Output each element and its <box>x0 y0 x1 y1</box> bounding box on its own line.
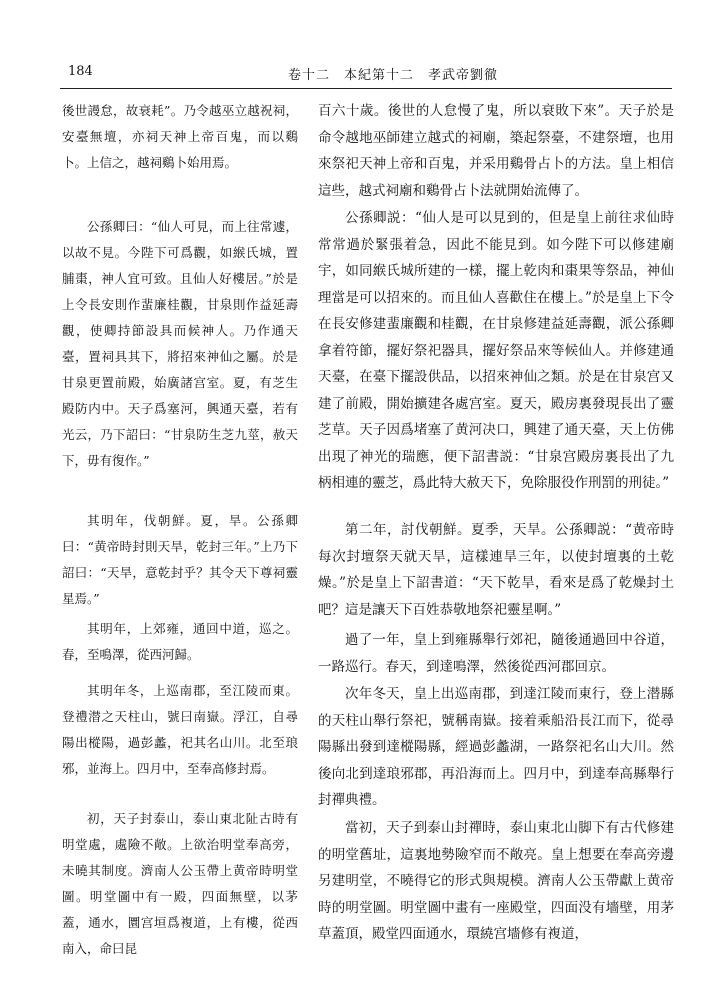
translation-paragraph <box>318 205 674 497</box>
translation-paragraph <box>318 815 674 948</box>
paragraph-text: 公孫卿曰：“仙人可見，而上往常遽，以故不見。今陛下可爲觀，如緱氏城，置脯棗，神人宜可致。且仙人好樓居。”於是上令長安則作蜚廉桂觀，甘泉則作益延壽觀，使卿持節設具而候神人。乃作通天臺，置祠具其下，將招來神仙之屬。於是甘泉更置前殿，始廣諸宫室。夏，有芝生殿防内中。天子爲塞河，興通天臺，若有光云，乃下詔曰：“甘泉防生芝九莖，赦天下，毋有復作。” <box>62 219 298 468</box>
running-head: 卷十二 本紀第十二 孝武帝劉徹 <box>288 68 499 83</box>
translation-paragraph <box>318 517 674 623</box>
paragraph-text: 公孫卿説：“仙人是可以見到的，但是皇上前往求仙時常常過於緊張着急，因此不能見到。如今陛下可以修建廟宇，如同緱氏城所建的一樣，擺上乾肉和棗果等祭品，神仙理當是可以招來的。而且仙人喜歡住在樓上。”於是皇上下令在長安修建蜚廉觀和桂觀，在甘泉修建益延壽觀，派公孫卿拿着符節，擺好祭祀器具，擺好祭品來等候仙人。并修建通天臺，在臺下擺設供品，以招來神仙之類。於是在甘泉宫又建了前殿，開始擴建各處宫室。夏天，殿房裏發現長出了靈芝草。天子因爲堵塞了黄河决口，興建了通天臺，天上仿佛出現了神光的瑞應，便下詔書説：“甘泉宫殿房裏長出了九柄相連的靈芝，爲此特大赦天下，免除服役作刑罰的刑徒。” <box>318 210 674 491</box>
original-paragraph <box>62 214 298 474</box>
original-paragraph <box>62 508 298 612</box>
original-paragraph <box>62 678 298 782</box>
paragraph-text: 次年冬天，皇上出巡南郡，到達江陵而東行，登上潜縣的天柱山舉行祭祀，號稱南嶽。接着乘船沿長江而下，從尋陽縣出發到達樅陽縣，經過彭蠡湖，一路祭祀名山大川。然後向北到達琅邪郡，再沿海而上。四月中，到達奉高縣舉行封禪典禮。 <box>318 686 674 808</box>
original-paragraph <box>62 806 298 962</box>
paragraph-text: 後世謾怠，故衰耗”。乃令越巫立越祝祠，安臺無壇，亦祠天神上帝百鬼，而以鷄卜。上信之，越祠鷄卜始用焉。 <box>62 103 298 170</box>
translation-paragraph <box>318 627 674 680</box>
paragraph-text: 當初，天子到泰山封禪時，泰山東北山脚下有古代修建的明堂舊址，這裏地勢險窄而不敞亮。皇上想要在奉高旁邊另建明堂，不曉得它的形式與規模。濟南人公玉帶獻上黄帝時的明堂圖。明堂圖中畫有一座殿堂，四面没有墻壁，用茅草蓋頂，殿堂四面通水，環繞宫墻修有複道， <box>318 820 674 942</box>
original-paragraph <box>62 616 298 668</box>
paragraph-text: 初，天子封泰山，泰山東北阯古時有明堂處，處險不敞。上欲治明堂奉高旁，未曉其制度。濟南人公玉帶上黄帝時明堂圖。明堂圖中有一殿，四面無壁，以茅蓋，通水，圜宫垣爲複道，上有樓，從西南入，命曰昆 <box>62 811 298 956</box>
header-rule <box>60 88 672 89</box>
paragraph-text: 過了一年，皇上到雍縣舉行郊祀，隨後通過回中谷道，一路巡行。春天，到達鳴澤，然後從西河郡回京。 <box>318 632 674 675</box>
page-number: 184 <box>68 64 93 79</box>
original-text-column <box>62 98 298 988</box>
paragraph-text: 百六十歲。後世的人怠慢了鬼，所以衰敗下來”。天子於是命令越地巫師建立越式的祠廟，築起祭臺，不建祭壇，也用來祭祀天神上帝和百鬼，并采用鷄骨占卜的方法。皇上相信這些，越式祠廟和鷄骨占卜法就開始流傳了。 <box>318 103 674 199</box>
paragraph-text: 其明年冬，上巡南郡，至江陵而東。登禮潜之天柱山，號曰南嶽。浮江，自尋陽出樅陽，過彭蠡，祀其名山川。北至琅邪，並海上。四月中，至奉高修封焉。 <box>62 683 298 776</box>
translation-column <box>318 98 674 988</box>
paragraph-text: 其明年，伐朝鮮。夏，旱。公孫卿曰：“黄帝時封則天旱，乾封三年。”上乃下詔曰：“天旱，意乾封乎？其令天下尊祠靈星焉。” <box>62 513 298 606</box>
paragraph-text: 第二年，討伐朝鮮。夏季，天旱。公孫卿説：“黄帝時每次封壇祭天就天旱，這樣連旱三年，以使封壇裏的土乾燥。”於是皇上下詔書道：“天下乾旱，看來是爲了乾燥封土吧？這是讓天下百姓恭敬地祭祀靈星啊。” <box>318 522 674 618</box>
paragraph-text: 其明年，上郊雍，通回中道，巡之。春，至鳴澤，從西河歸。 <box>62 621 298 662</box>
translation-paragraph <box>318 681 674 814</box>
translation-paragraph <box>318 98 674 204</box>
original-paragraph <box>62 98 298 176</box>
page-header <box>60 64 672 84</box>
